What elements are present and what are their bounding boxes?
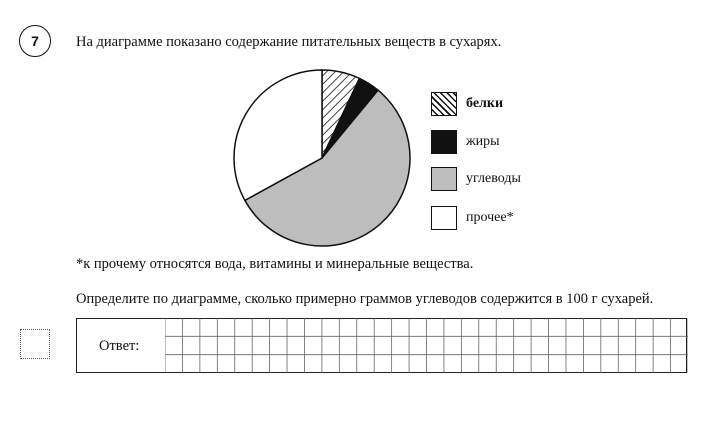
question-number: 7	[31, 33, 39, 49]
legend-label-other: прочее*	[466, 210, 514, 225]
question-prompt: Определите по диаграмме, сколько примерно граммов углеводов содержится в 100 г сухарей.	[76, 291, 654, 307]
legend-item-protein	[431, 91, 503, 117]
legend-swatch-other	[431, 206, 457, 230]
legend-label-fat: жиры	[466, 134, 500, 149]
question-text: На диаграмме показано содержание питательных веществ в сухарях.	[76, 34, 502, 50]
legend-swatch-carbs	[431, 167, 457, 191]
answer-check-box	[20, 329, 50, 359]
pie-chart	[230, 66, 414, 250]
footnote: *к прочему относятся вода, витамины и минеральные вещества.	[76, 256, 474, 272]
legend-label-carbs: углеводы	[466, 171, 521, 186]
question-number-badge	[19, 25, 51, 57]
answer-box	[76, 318, 687, 373]
answer-grid[interactable]	[165, 318, 688, 373]
legend-swatch-protein	[431, 92, 457, 116]
legend-label-protein: белки	[466, 96, 504, 111]
answer-label: Ответ:	[99, 338, 140, 354]
legend-swatch-fat	[431, 130, 457, 154]
legend-item-carbs	[431, 166, 521, 192]
legend-item-fat	[431, 129, 500, 155]
legend-item-other	[431, 205, 514, 231]
